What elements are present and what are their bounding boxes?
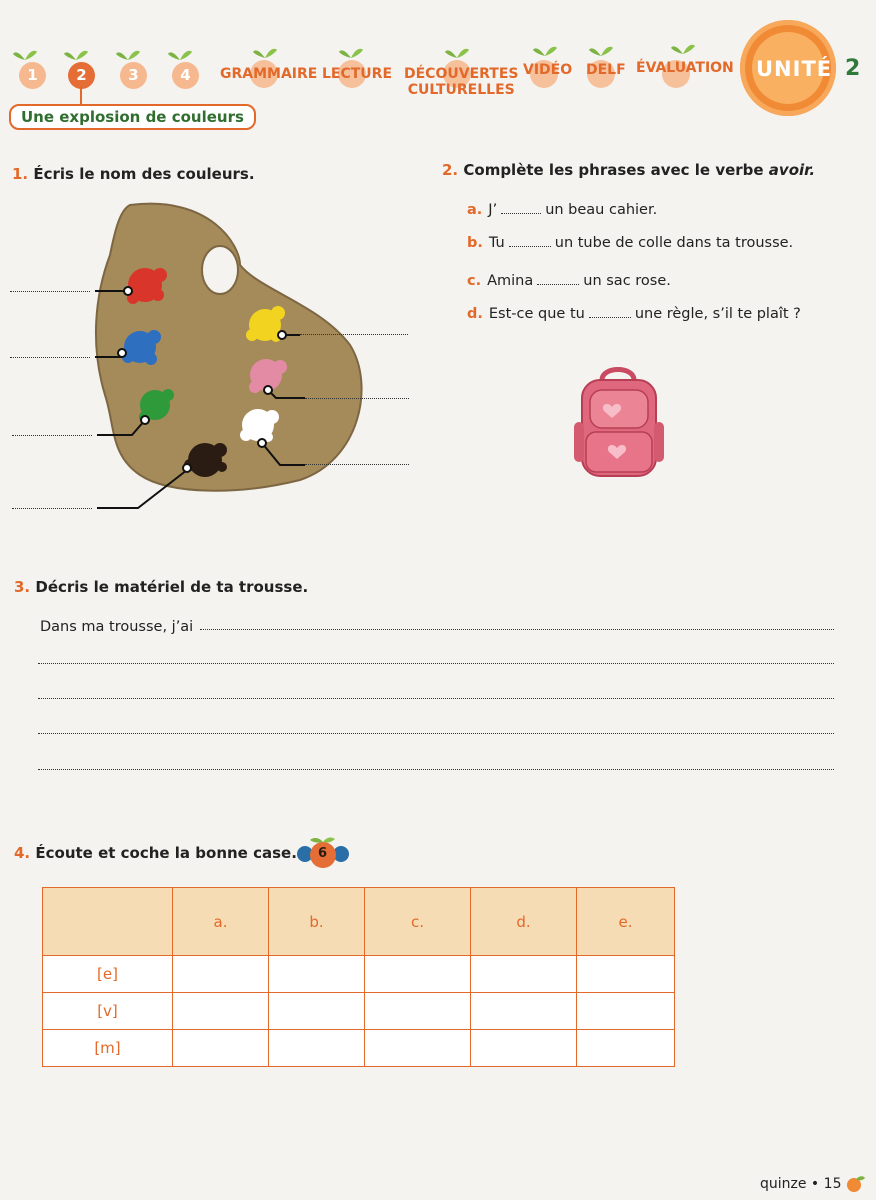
answer-line-pink[interactable] <box>305 398 409 399</box>
writing-line[interactable] <box>38 769 834 770</box>
answer-line-red[interactable] <box>10 291 90 292</box>
exercise-4-title: 4. Écoute et coche la bonne case. <box>14 844 297 862</box>
lesson-4-tab[interactable]: 4 <box>172 62 199 89</box>
leaf-icon <box>588 44 614 58</box>
page-number: 15 <box>823 1176 842 1192</box>
writing-line[interactable] <box>38 733 834 734</box>
red-paint-blob <box>127 268 167 304</box>
writing-line[interactable] <box>200 629 834 630</box>
nav-grammaire[interactable]: GRAMMAIRE <box>220 66 318 82</box>
nav-delf[interactable]: DELF <box>586 62 626 78</box>
answer-line-white[interactable] <box>305 464 409 465</box>
writing-line[interactable] <box>38 698 834 699</box>
writing-line[interactable] <box>38 663 834 664</box>
checkbox-cell[interactable] <box>173 1030 269 1067</box>
unit-number: 2 <box>845 56 861 81</box>
grid-row-header: [m] <box>43 1030 173 1067</box>
checkbox-cell[interactable] <box>577 1030 675 1067</box>
nav-lecture[interactable]: LECTURE <box>322 66 393 82</box>
exercise-2-title: 2. Complète les phrases avec le verbe avoir. <box>442 161 816 179</box>
paint-palette-illustration <box>0 195 420 525</box>
grid-corner-cell <box>43 888 173 956</box>
checkbox-cell[interactable] <box>365 1030 471 1067</box>
nav-decouvertes-culturelles[interactable]: DÉCOUVERTES CULTURELLES <box>404 66 519 98</box>
listening-grid <box>42 887 675 1067</box>
checkbox-cell[interactable] <box>471 1030 577 1067</box>
leaf-icon <box>338 46 364 60</box>
lesson-title: Une explosion de couleurs <box>9 104 256 130</box>
leaf-icon <box>167 48 193 62</box>
orange-icon <box>846 1175 866 1193</box>
leaf-icon <box>252 46 278 60</box>
grid-row-header: [v] <box>43 993 173 1030</box>
answer-line-green[interactable] <box>12 435 92 436</box>
lesson-3-tab[interactable]: 3 <box>120 62 147 89</box>
pink-backpack-illustration <box>572 362 667 482</box>
checkbox-cell[interactable] <box>269 1030 365 1067</box>
checkbox-cell[interactable] <box>269 956 365 993</box>
nav-video[interactable]: VIDÉO <box>523 62 573 78</box>
checkbox-cell[interactable] <box>173 993 269 1030</box>
blank-field[interactable] <box>509 236 551 247</box>
audio-track-button[interactable] <box>296 836 350 870</box>
checkbox-cell[interactable] <box>173 956 269 993</box>
blank-field[interactable] <box>537 274 579 285</box>
blank-field[interactable] <box>589 307 631 318</box>
page-word: quinze <box>760 1176 807 1192</box>
answer-line-blue[interactable] <box>10 357 90 358</box>
answer-line-yellow[interactable] <box>300 334 408 335</box>
grid-column-header: d. <box>471 888 577 956</box>
leaf-icon <box>12 48 38 62</box>
exercise-3-prompt: Dans ma trousse, j’ai <box>40 619 194 635</box>
checkbox-cell[interactable] <box>471 956 577 993</box>
exercise-2-item-c: c. Amina un sac rose. <box>467 273 671 289</box>
exercise-3-title: 3. Décris le matériel de ta trousse. <box>14 578 309 596</box>
audio-track-number: 6 <box>318 846 328 861</box>
leaf-icon <box>532 44 558 58</box>
grid-row-header: [e] <box>43 956 173 993</box>
grid-column-header: a. <box>173 888 269 956</box>
nav-evaluation[interactable]: ÉVALUATION <box>636 60 734 76</box>
checkbox-cell[interactable] <box>577 956 675 993</box>
leaf-icon <box>115 48 141 62</box>
exercise-2-item-a: a. J’ un beau cahier. <box>467 202 658 218</box>
checkbox-cell[interactable] <box>365 956 471 993</box>
leaf-icon <box>63 48 89 62</box>
lesson-1-tab[interactable]: 1 <box>19 62 46 89</box>
blank-field[interactable] <box>501 203 541 214</box>
checkbox-cell[interactable] <box>471 993 577 1030</box>
palette-thumb-hole <box>202 246 238 294</box>
checkbox-cell[interactable] <box>365 993 471 1030</box>
exercise-2-item-d: d. Est-ce que tu une règle, s’il te plaît ? <box>467 306 801 322</box>
answer-line-black[interactable] <box>12 508 92 509</box>
exercise-2-item-b: b. Tu un tube de colle dans ta trousse. <box>467 235 794 251</box>
grid-column-header: e. <box>577 888 675 956</box>
checkbox-cell[interactable] <box>577 993 675 1030</box>
page-footer: quinze • 15 <box>760 1175 866 1193</box>
grid-column-header: c. <box>365 888 471 956</box>
grid-column-header: b. <box>269 888 365 956</box>
checkbox-cell[interactable] <box>269 993 365 1030</box>
leaf-icon <box>444 46 470 60</box>
lesson-2-tab[interactable]: 2 <box>68 62 95 89</box>
unit-label: UNITÉ <box>756 57 833 81</box>
exercise-1-title: 1. Écris le nom des couleurs. <box>12 165 255 183</box>
leaf-icon <box>670 42 696 56</box>
